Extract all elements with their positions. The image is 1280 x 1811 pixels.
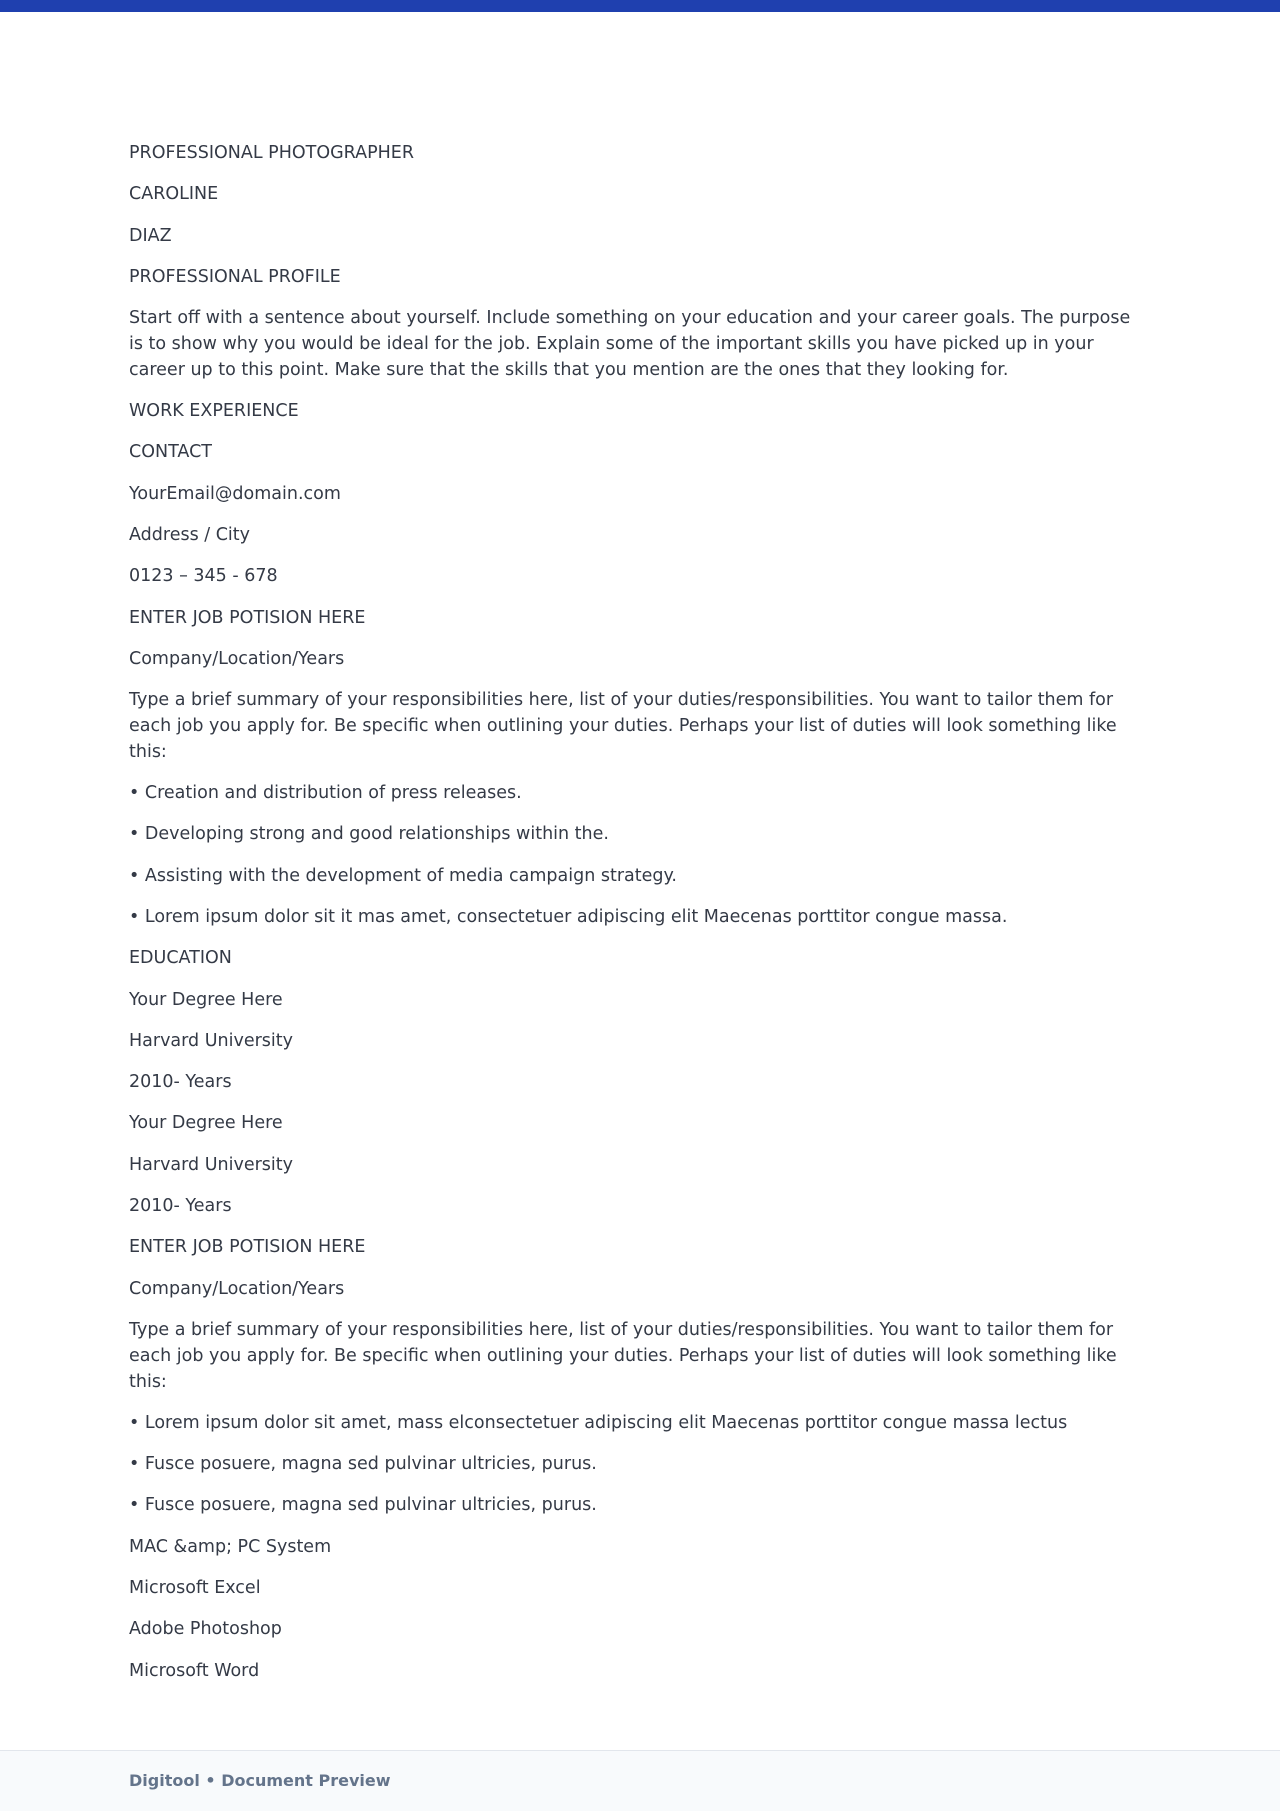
doc-paragraph: 2010- Years [129, 1196, 232, 1217]
document-body [129, 141, 1149, 1700]
doc-paragraph: PROFESSIONAL PROFILE [129, 266, 341, 287]
doc-paragraph: CONTACT [129, 442, 212, 463]
doc-paragraph: 2010- Years [129, 1072, 232, 1093]
doc-paragraph: Type a brief summary of your responsibilities here, list of your duties/responsibilities. You want to tailor them for each job you apply for. Be specific when outlining your duties. Perhaps your list of duties will look something like this: [129, 690, 1117, 762]
footer-label: Digitool • Document Preview [129, 1771, 391, 1790]
doc-paragraph: 0123 – 345 - 678 [129, 566, 278, 587]
doc-paragraph: CAROLINE [129, 184, 219, 205]
doc-paragraph: Company/Location/Years [129, 648, 345, 669]
doc-paragraph: PROFESSIONAL PHOTOGRAPHER [129, 143, 414, 163]
doc-paragraph: EDUCATION [129, 948, 232, 969]
doc-paragraph: MAC &amp; PC System [129, 1536, 332, 1557]
doc-paragraph: • Lorem ipsum dolor sit amet, mass elconsectetuer adipiscing elit Maecenas porttitor congue massa lectus [129, 1412, 1068, 1433]
doc-paragraph: • Lorem ipsum dolor sit it mas amet, consectetuer adipiscing elit Maecenas porttitor congue massa. [129, 906, 1008, 927]
doc-paragraph: Address / City [129, 524, 251, 545]
doc-paragraph: Your Degree Here [129, 1113, 283, 1134]
preview-footer [0, 1750, 1280, 1811]
doc-paragraph: Start off with a sentence about yourself. Include something on your education and your career goals. The purpose is to show why you would be ideal for the job. Explain some of the important skills you have picked up in your career up to this point. Make sure that the skills that you mention are the ones that they looking for. [129, 308, 1131, 380]
doc-paragraph: Company/Location/Years [129, 1278, 345, 1299]
doc-paragraph: WORK EXPERIENCE [129, 401, 299, 422]
doc-paragraph: • Fusce posuere, magna sed pulvinar ultricies, purus. [129, 1454, 597, 1475]
doc-paragraph: • Assisting with the development of media campaign strategy. [129, 865, 677, 886]
doc-paragraph: Microsoft Excel [129, 1577, 261, 1598]
doc-paragraph: ENTER JOB POTISION HERE [129, 1237, 366, 1258]
top-accent-bar [0, 0, 1280, 12]
doc-paragraph: DIAZ [129, 225, 172, 246]
doc-paragraph: Harvard University [129, 1154, 293, 1175]
doc-paragraph: YourEmail@domain.com [129, 483, 341, 504]
doc-paragraph: • Fusce posuere, magna sed pulvinar ultricies, purus. [129, 1495, 597, 1516]
doc-paragraph: Harvard University [129, 1030, 293, 1051]
doc-paragraph: Type a brief summary of your responsibilities here, list of your duties/responsibilities. You want to tailor them for each job you apply for. Be specific when outlining your duties. Perhaps your list of duties will look something like this: [129, 1319, 1117, 1392]
doc-paragraph: Adobe Photoshop [129, 1619, 282, 1640]
doc-paragraph: ENTER JOB POTISION HERE [129, 607, 366, 628]
doc-paragraph: • Developing strong and good relationships within the. [129, 824, 609, 845]
doc-paragraph: Your Degree Here [129, 989, 283, 1010]
doc-paragraph: Microsoft Word [129, 1660, 260, 1681]
doc-paragraph: • Creation and distribution of press releases. [129, 783, 522, 804]
